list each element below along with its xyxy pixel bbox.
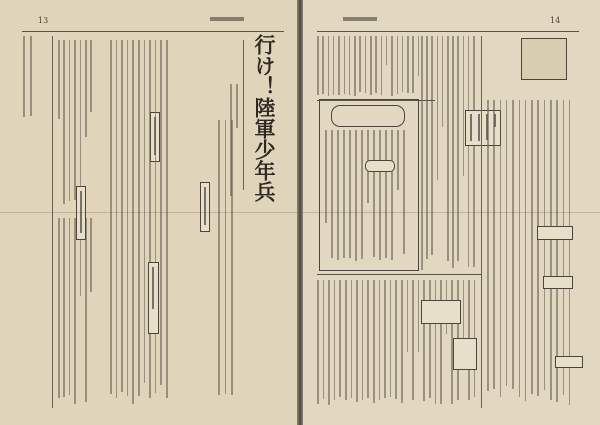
text-line: [155, 40, 157, 393]
text-line: [23, 36, 25, 117]
text-line: [379, 130, 381, 260]
text-line: [403, 130, 405, 254]
text-line: [531, 100, 533, 394]
text-line: [407, 280, 409, 352]
text-line: [323, 280, 325, 399]
feature-title: 行け！陸軍少年兵: [252, 34, 277, 202]
text-line: [351, 280, 353, 398]
text-line: [317, 280, 319, 404]
text-line: [431, 36, 433, 255]
text-line: [512, 100, 514, 389]
text-line: [423, 280, 425, 401]
text-line: [418, 280, 420, 352]
text-line: [397, 130, 399, 190]
text-line: [550, 100, 552, 400]
left-running-head: [210, 15, 244, 23]
text-line: [401, 280, 403, 403]
text-line: [85, 218, 87, 402]
text-line: [127, 40, 129, 396]
text-line: [149, 40, 151, 398]
text-line: [230, 84, 232, 196]
text-line: [116, 40, 118, 398]
sidebar-heading-illustration: [331, 105, 405, 127]
right-fold-line: [303, 212, 600, 213]
text-line: [442, 36, 444, 127]
left-page-number: 13: [38, 16, 49, 25]
text-line: [333, 36, 335, 95]
subheading-right-6: [453, 338, 477, 370]
text-line: [506, 100, 508, 386]
text-line: [367, 280, 369, 398]
text-line: [343, 130, 345, 258]
text-line: [322, 36, 324, 94]
text-line: [110, 40, 112, 394]
text-line: [328, 280, 330, 405]
text-line: [152, 267, 154, 309]
text-line: [63, 218, 65, 397]
text-line: [225, 120, 227, 394]
text-line: [338, 36, 340, 95]
text-line: [204, 187, 206, 225]
text-line: [355, 130, 357, 261]
text-line: [359, 36, 361, 92]
text-line: [440, 280, 442, 404]
text-line: [361, 130, 363, 259]
subheading-left-4: [200, 182, 210, 232]
text-line: [418, 36, 420, 76]
text-line: [334, 280, 336, 400]
text-line: [362, 280, 364, 400]
text-line: [328, 36, 330, 96]
text-line: [121, 40, 123, 392]
text-line: [429, 280, 431, 398]
text-line: [74, 40, 76, 200]
text-line: [356, 280, 358, 402]
text-line: [349, 36, 351, 95]
text-line: [385, 130, 387, 258]
left-fold-line: [0, 212, 297, 213]
subheading-left-1: [76, 186, 86, 240]
left-column-rule: [52, 36, 53, 408]
subheading-right-3: [543, 276, 573, 289]
subheading-right-2: [537, 226, 573, 240]
text-line: [407, 36, 409, 93]
text-line: [345, 280, 347, 400]
text-line: [365, 36, 367, 93]
right-lower-divider: [317, 274, 481, 275]
text-line: [379, 280, 381, 400]
text-line: [337, 130, 339, 260]
text-line: [349, 130, 351, 258]
text-line: [63, 40, 65, 204]
text-line: [90, 40, 92, 112]
text-line: [412, 280, 414, 400]
text-line: [390, 280, 392, 397]
subheading-right-4: [555, 356, 583, 368]
subheading-right-5: [421, 300, 461, 324]
text-line: [138, 40, 140, 396]
text-line: [58, 218, 60, 398]
text-line: [473, 36, 475, 267]
text-line: [375, 36, 377, 93]
text-line: [85, 40, 87, 137]
text-line: [544, 100, 546, 390]
text-line: [426, 36, 428, 259]
text-line: [132, 40, 134, 404]
text-line: [397, 36, 399, 94]
right-page: [303, 0, 600, 425]
text-line: [493, 100, 495, 389]
text-line: [30, 36, 32, 116]
text-line: [463, 36, 465, 176]
right-column-rule: [481, 36, 482, 408]
text-line: [384, 280, 386, 398]
text-line: [412, 36, 414, 93]
left-header-rule: [22, 31, 284, 32]
text-line: [69, 40, 71, 201]
text-line: [395, 280, 397, 399]
text-line: [344, 36, 346, 94]
text-line: [90, 218, 92, 292]
text-line: [391, 130, 393, 260]
text-line: [525, 100, 527, 401]
text-line: [373, 280, 375, 403]
subheading-right-1: [465, 110, 501, 146]
text-line: [468, 36, 470, 267]
text-line: [447, 36, 449, 261]
text-line: [470, 114, 472, 141]
text-line: [69, 218, 71, 395]
text-line: [391, 36, 393, 96]
text-line: [317, 36, 319, 95]
text-line: [402, 36, 404, 92]
text-line: [386, 36, 388, 65]
text-line: [370, 36, 372, 95]
text-line: [421, 36, 423, 270]
text-line: [58, 40, 60, 119]
right-page-number: 14: [550, 16, 561, 25]
text-line: [218, 120, 220, 395]
text-line: [325, 130, 327, 223]
section-heading-illustration: [521, 38, 567, 80]
right-running-head: [343, 15, 377, 23]
sidebar-subheading: [365, 160, 395, 172]
text-line: [435, 280, 437, 404]
text-line: [166, 40, 168, 398]
text-line: [437, 36, 439, 180]
text-line: [452, 36, 454, 268]
text-line: [236, 84, 238, 128]
text-line: [354, 36, 356, 96]
text-line: [331, 130, 333, 258]
text-line: [80, 40, 82, 204]
text-line: [381, 36, 383, 95]
title-rule: [243, 40, 244, 190]
text-line: [74, 218, 76, 404]
text-line: [563, 100, 565, 395]
text-line: [457, 36, 459, 261]
left-page: [0, 0, 297, 425]
subheading-left-3: [148, 262, 159, 334]
text-line: [339, 280, 341, 397]
text-line: [500, 100, 502, 397]
text-line: [537, 100, 539, 396]
text-line: [478, 114, 480, 141]
text-line: [519, 100, 521, 397]
text-line: [487, 100, 489, 391]
right-header-rule: [317, 31, 579, 32]
text-line: [373, 130, 375, 257]
